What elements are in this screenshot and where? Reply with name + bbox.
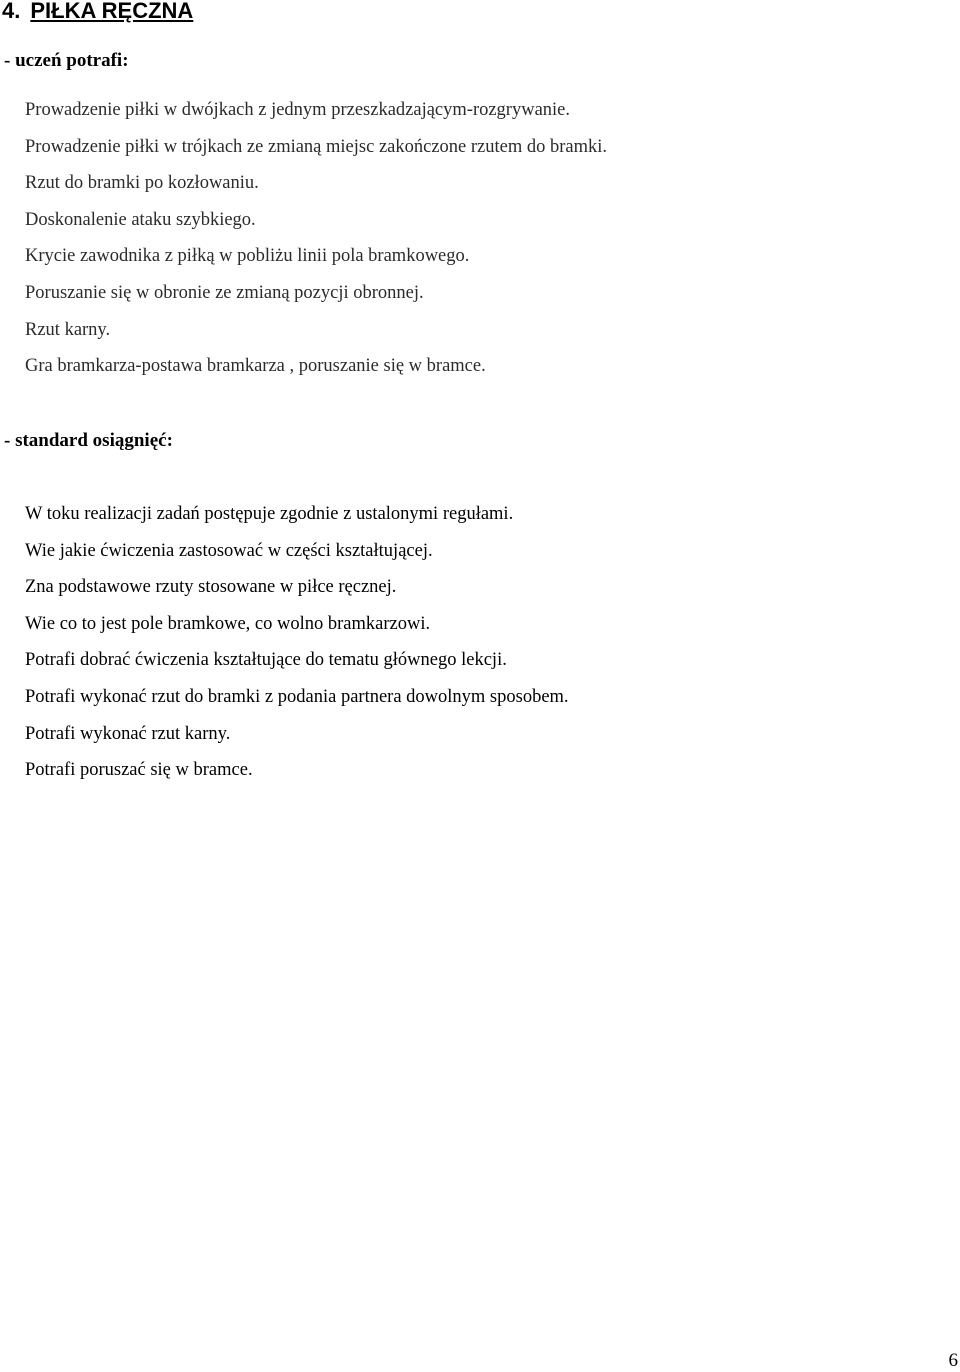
list-item: Potrafi poruszać się w bramce. xyxy=(25,760,253,781)
list-item: Potrafi dobrać ćwiczenia kształtujące do tematu głównego lekcji. xyxy=(25,650,507,671)
skills-list xyxy=(25,98,607,391)
list-item: Prowadzenie piłki w trójkach ze zmianą miejsc zakończone rzutem do bramki. xyxy=(25,136,608,157)
standards-label: - standard osiągnięć: xyxy=(4,430,173,451)
section-number: 4. xyxy=(2,0,21,23)
section-heading xyxy=(2,0,193,26)
list-item: Poruszanie się w obronie ze zmianą pozycji obronnej. xyxy=(25,282,424,303)
list-item: Potrafi wykonać rzut karny. xyxy=(25,723,231,744)
list-item: Zna podstawowe rzuty stosowane w piłce ręcznej. xyxy=(25,577,397,598)
list-item: Rzut do bramki po kozłowaniu. xyxy=(25,173,259,194)
standards-list xyxy=(25,502,569,795)
list-item: Potrafi wykonać rzut do bramki z podania partnera dowolnym sposobem. xyxy=(25,686,569,707)
list-item: W toku realizacji zadań postępuje zgodnie z ustalonymi regułami. xyxy=(25,504,514,524)
list-item: Prowadzenie piłki w dwójkach z jednym przeszkadzającym-rozgrywanie. xyxy=(25,100,571,120)
list-item: Wie jakie ćwiczenia zastosować w części kształtującej. xyxy=(25,540,433,561)
list-item: Gra bramkarza-postawa bramkarza , poruszanie się w bramce. xyxy=(25,356,486,377)
list-item: Krycie zawodnika z piłką w pobliżu linii pola bramkowego. xyxy=(25,246,470,267)
list-item: Wie co to jest pole bramkowe, co wolno bramkarzowi. xyxy=(25,613,431,634)
section-title: PIŁKA RĘCZNA xyxy=(30,0,194,23)
page-number: 6 xyxy=(948,1350,958,1371)
list-item: Rzut karny. xyxy=(25,319,111,340)
list-item: Doskonalenie ataku szybkiego. xyxy=(25,209,256,230)
skills-label: - uczeń potrafi: xyxy=(4,50,129,71)
